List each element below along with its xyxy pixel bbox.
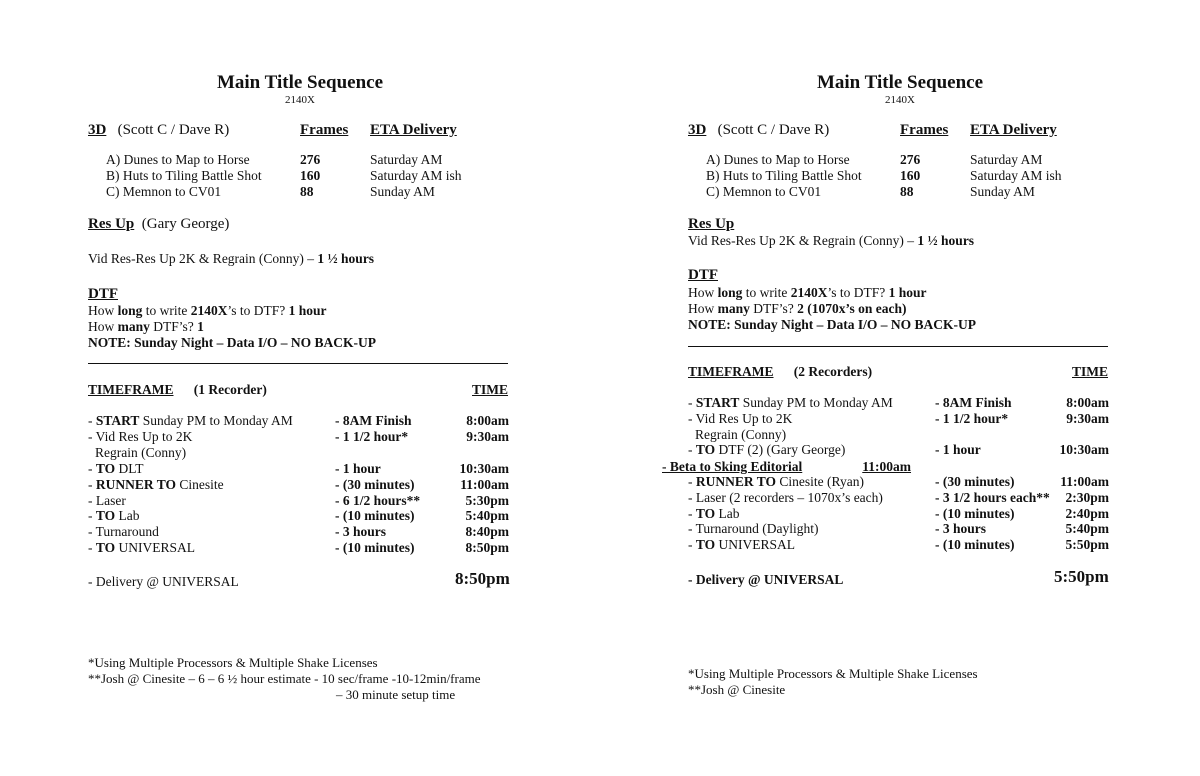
- footnote: *Using Multiple Processors & Multiple Shake Licenses: [88, 655, 378, 670]
- section-3d-header: [688, 122, 829, 138]
- dtf-question-long: [88, 303, 327, 319]
- step-text: -: [688, 395, 696, 410]
- step-text: -: [88, 413, 96, 428]
- section-dtf-label: DTF: [688, 267, 718, 283]
- step-time: 8:00am: [1066, 395, 1109, 410]
- step-time: 9:30am: [466, 428, 509, 444]
- step-text: Sunday PM to Monday AM: [139, 413, 293, 428]
- shot-eta: Saturday AM ish: [970, 168, 1062, 183]
- recorder-count: (1 Recorder): [193, 382, 267, 397]
- section-3d-header: [88, 122, 229, 138]
- shot-eta: Sunday AM: [970, 184, 1035, 199]
- footnote: **Josh @ Cinesite – 6 – 6 ½ hour estimate - 10 sec/frame -10-12min/frame: [88, 671, 481, 686]
- delivery-time: 8:50pm: [455, 569, 510, 588]
- delivery-label: - Delivery @ UNIVERSAL: [688, 572, 844, 587]
- shot-frames: 88: [300, 184, 314, 199]
- shot-name: C) Memnon to CV01: [706, 184, 822, 199]
- step-text: Sunday PM to Monday AM: [739, 395, 893, 410]
- beta-time: 11:00am: [862, 459, 912, 474]
- step-text: Cinesite (Ryan): [776, 474, 864, 489]
- beta-label: - Beta to Sking Editorial: [662, 459, 803, 474]
- q-answer: 1: [197, 319, 204, 334]
- q-text: many: [717, 301, 750, 316]
- eta-header: ETA Delivery: [370, 122, 457, 138]
- dtf-question-many: [88, 319, 204, 335]
- step-time: 2:40pm: [1065, 505, 1109, 521]
- timeframe-step: [688, 537, 795, 553]
- timeframe-label: TIMEFRAME: [688, 364, 774, 379]
- q-text: long: [117, 303, 143, 318]
- step-duration: - 1 hour: [335, 460, 381, 476]
- step-keyword: TO: [95, 460, 116, 476]
- dtf-note: NOTE: Sunday Night – Data I/O – NO BACK-UP: [88, 335, 377, 350]
- time-header: TIME: [472, 382, 509, 397]
- timeframe-header: [688, 364, 872, 380]
- page-title: Main Title Sequence: [816, 72, 984, 93]
- step-duration: - (10 minutes): [935, 505, 1015, 521]
- section-3d-team: (Scott C / Dave R): [117, 122, 230, 138]
- q-answer: 1 hour: [888, 285, 927, 300]
- resup-line-duration: 1 ½ hours: [917, 233, 975, 248]
- q-text: long: [717, 285, 743, 300]
- section-dtf-label: DTF: [88, 286, 118, 302]
- step-duration: - 8AM Finish: [935, 395, 1012, 410]
- step-keyword: TO: [695, 537, 716, 553]
- frames-header: Frames: [900, 122, 949, 138]
- step-keyword: START: [95, 413, 140, 428]
- right-page: [600, 0, 1200, 776]
- timeframe-step: [688, 490, 883, 506]
- q-text: 2140X: [190, 303, 228, 318]
- timeframe-label: TIMEFRAME: [88, 382, 174, 397]
- step-text: -: [688, 442, 696, 458]
- timeframe-step: [88, 524, 159, 540]
- step-text: -: [88, 460, 96, 476]
- step-text: - Laser: [88, 492, 126, 508]
- shot-name: B) Huts to Tiling Battle Shot: [706, 168, 862, 183]
- timeframe-step: [688, 521, 819, 537]
- step-duration: - 1 1/2 hour*: [935, 410, 1009, 426]
- dtf-note: NOTE: Sunday Night – Data I/O – NO BACK-UP: [688, 317, 977, 332]
- q-text: How: [88, 319, 118, 334]
- resup-line: [688, 233, 974, 249]
- timeframe-step: [88, 493, 126, 509]
- timeframe-step: [88, 429, 192, 445]
- step-text: -: [88, 476, 96, 492]
- page-subtitle: 2140X: [285, 94, 315, 106]
- step-text: - Turnaround: [88, 524, 159, 540]
- step-text: UNIVERSAL: [115, 540, 196, 556]
- shot-frames: 88: [900, 184, 914, 199]
- delivery-label: - Delivery @ UNIVERSAL: [88, 574, 239, 589]
- q-text: 2140X: [790, 285, 828, 300]
- step-text: Cinesite: [176, 476, 224, 492]
- step-time: 11:00am: [460, 476, 509, 492]
- shot-name: A) Dunes to Map to Horse: [106, 152, 250, 167]
- section-resup-label: Res Up: [688, 216, 735, 232]
- q-text: DTF’s?: [149, 319, 198, 334]
- section-resup-label: Res Up: [88, 216, 135, 232]
- timeframe-step: [688, 395, 893, 411]
- time-header: TIME: [1072, 364, 1109, 379]
- step-keyword: RUNNER TO: [95, 476, 177, 492]
- shot-name: B) Huts to Tiling Battle Shot: [106, 168, 262, 183]
- step-time: 10:30am: [459, 460, 509, 476]
- step-text: - Turnaround (Daylight): [688, 521, 819, 537]
- recorder-count: (2 Recorders): [793, 364, 873, 379]
- timeframe-step: [695, 427, 786, 443]
- section-resup-header: [88, 216, 229, 232]
- shot-eta: Saturday AM ish: [370, 168, 462, 183]
- step-text: Lab: [115, 508, 140, 524]
- section-3d-team: (Scott C / Dave R): [717, 122, 830, 138]
- step-duration: - 1 1/2 hour*: [335, 428, 409, 444]
- q-text: DTF’s?: [749, 301, 798, 316]
- step-duration: - (10 minutes): [335, 540, 415, 556]
- step-text: - Laser (2 recorders – 1070x’s each): [688, 489, 883, 505]
- timeframe-step: [688, 411, 792, 427]
- shot-name: C) Memnon to CV01: [106, 184, 222, 199]
- step-text: -: [688, 537, 696, 553]
- delivery-time: 5:50pm: [1054, 567, 1109, 586]
- timeframe-step: [88, 477, 224, 493]
- frames-header: Frames: [300, 122, 349, 138]
- step-keyword: TO: [695, 505, 716, 521]
- timeframe-step: [88, 461, 144, 477]
- section-resup-who: (Gary George): [141, 216, 230, 232]
- step-keyword: START: [695, 395, 740, 410]
- step-time: 5:50pm: [1065, 537, 1109, 553]
- step-duration: - (30 minutes): [335, 476, 415, 492]
- timeframe-step: [95, 445, 186, 461]
- footnote: **Josh @ Cinesite: [688, 682, 786, 697]
- q-text: ’s to DTF?: [827, 285, 889, 300]
- resup-line-duration: 1 ½ hours: [317, 251, 375, 266]
- section-3d-label: 3D: [688, 122, 707, 138]
- shot-eta: Sunday AM: [370, 184, 435, 199]
- timeframe-step: [688, 442, 845, 458]
- timeframe-step: [88, 540, 195, 556]
- dtf-question-many: [688, 301, 907, 317]
- step-duration: - 1 hour: [935, 442, 981, 458]
- step-time: 5:40pm: [465, 508, 509, 524]
- step-keyword: RUNNER TO: [695, 474, 777, 489]
- timeframe-step: [88, 413, 293, 429]
- dtf-question-long: [688, 285, 927, 301]
- step-text: Lab: [715, 505, 740, 521]
- step-text: -: [88, 540, 96, 556]
- shot-frames: 276: [300, 152, 321, 167]
- resup-line-text: Vid Res-Res Up 2K & Regrain (Conny) –: [88, 251, 318, 266]
- shot-frames: 276: [900, 152, 921, 167]
- step-text: - Vid Res Up to 2K: [688, 410, 793, 426]
- step-text: - Vid Res Up to 2K: [88, 428, 193, 444]
- shot-frames: 160: [300, 168, 321, 183]
- section-3d-label: 3D: [88, 122, 107, 138]
- shot-eta: Saturday AM: [370, 152, 443, 167]
- step-duration: - 3 1/2 hours each**: [935, 489, 1050, 505]
- step-text: DTF (2) (Gary George): [715, 442, 846, 458]
- step-time: 8:40pm: [465, 524, 509, 540]
- shot-eta: Saturday AM: [970, 152, 1043, 167]
- step-duration: - (30 minutes): [935, 474, 1015, 489]
- timeframe-step: [688, 506, 740, 522]
- step-time: 10:30am: [1059, 442, 1109, 458]
- page-title: Main Title Sequence: [216, 72, 384, 93]
- step-duration: - 6 1/2 hours**: [335, 492, 421, 508]
- resup-line-text: Vid Res-Res Up 2K & Regrain (Conny) –: [688, 233, 918, 248]
- step-time: 8:00am: [466, 413, 509, 428]
- divider: [688, 346, 1108, 347]
- q-text: ’s to DTF?: [227, 303, 289, 318]
- q-text: How: [688, 301, 718, 316]
- step-text: -: [688, 474, 696, 489]
- timeframe-step: [88, 508, 140, 524]
- resup-line: [88, 251, 374, 267]
- q-answer: 1 hour: [288, 303, 327, 318]
- step-time: 9:30am: [1066, 410, 1109, 426]
- step-duration: - 3 hours: [935, 521, 987, 537]
- step-time: 8:50pm: [465, 540, 509, 556]
- q-text: to write: [142, 303, 191, 318]
- q-text: How: [688, 285, 718, 300]
- footnote: – 30 minute setup time: [336, 687, 456, 702]
- beta-editorial-row: [662, 459, 911, 475]
- step-text: -: [688, 505, 696, 521]
- step-text: UNIVERSAL: [715, 537, 796, 553]
- shot-frames: 160: [900, 168, 921, 183]
- step-duration: - (10 minutes): [335, 508, 415, 524]
- q-text: many: [117, 319, 150, 334]
- page-subtitle: 2140X: [885, 94, 915, 106]
- q-text: to write: [742, 285, 791, 300]
- step-keyword: TO: [95, 540, 116, 556]
- step-time: 5:30pm: [465, 492, 509, 508]
- step-keyword: TO: [95, 508, 116, 524]
- timeframe-step: [688, 474, 864, 490]
- q-text: How: [88, 303, 118, 318]
- step-duration: - 8AM Finish: [335, 413, 412, 428]
- eta-header: ETA Delivery: [970, 122, 1057, 138]
- step-time: 11:00am: [1060, 474, 1109, 489]
- shot-name: A) Dunes to Map to Horse: [706, 152, 850, 167]
- timeframe-header: [88, 382, 267, 398]
- step-text: Regrain (Conny): [695, 426, 787, 442]
- step-text: DLT: [115, 460, 144, 476]
- step-time: 2:30pm: [1065, 489, 1109, 505]
- step-keyword: TO: [695, 442, 716, 458]
- q-answer: 2 (1070x’s on each): [797, 301, 907, 316]
- divider: [88, 363, 508, 364]
- step-time: 5:40pm: [1065, 521, 1109, 537]
- step-text: Regrain (Conny): [95, 444, 187, 460]
- step-text: -: [88, 508, 96, 524]
- step-duration: - 3 hours: [335, 524, 387, 540]
- step-duration: - (10 minutes): [935, 537, 1015, 553]
- footnote: *Using Multiple Processors & Multiple Shake Licenses: [688, 666, 978, 681]
